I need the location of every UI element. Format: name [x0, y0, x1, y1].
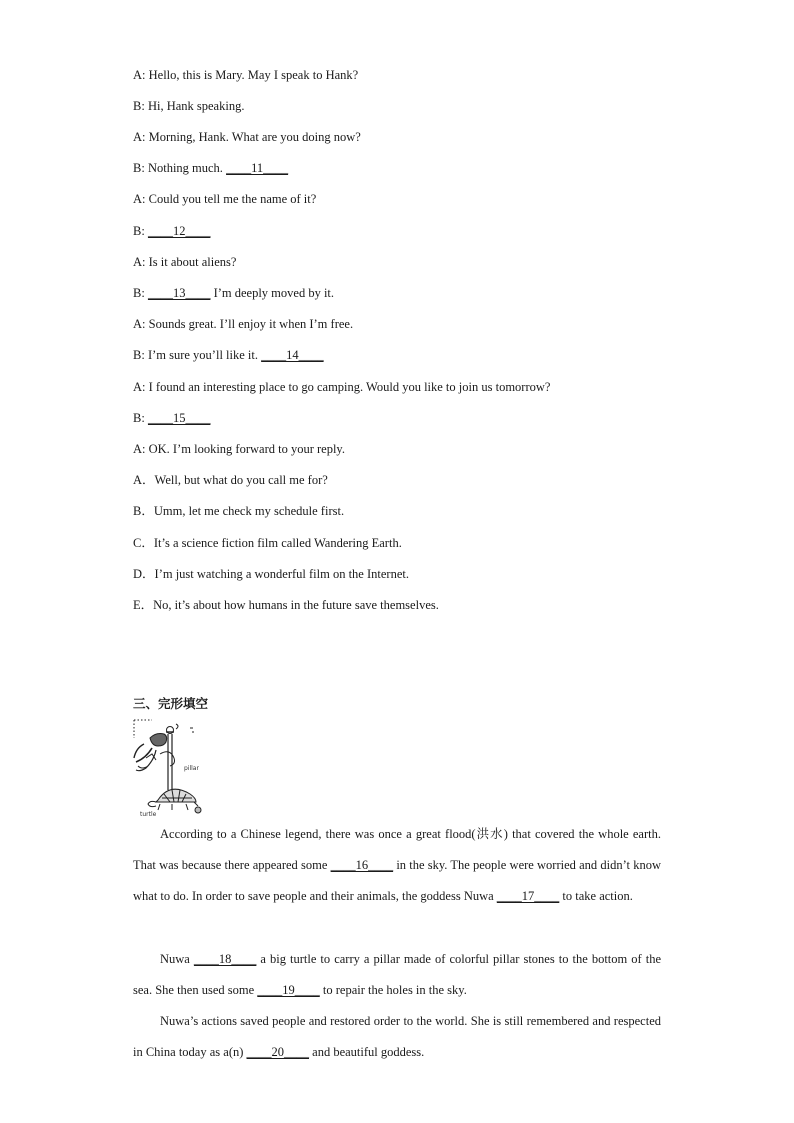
dialogue-text: Hello, this is Mary. May I speak to Hank?	[148, 68, 359, 82]
dialogue-line	[133, 285, 334, 301]
dialogue-line	[133, 410, 210, 426]
dialogue-line	[133, 254, 236, 270]
answer-blank-19: ____19____	[257, 983, 320, 997]
option-d	[133, 566, 409, 582]
answer-blank-17: ____17____	[496, 889, 560, 903]
dialogue-line	[133, 379, 550, 395]
dialogue-text: Morning, Hank. What are you doing now?	[148, 130, 361, 144]
passage-text: Nuwa	[160, 952, 194, 966]
answer-blank-20: ____20____	[246, 1045, 310, 1059]
option-a	[133, 472, 328, 488]
passage-paragraph-2	[133, 944, 661, 1006]
dialogue-text: I’m sure you’ll like it.	[147, 348, 262, 362]
speaker-label: B:	[133, 411, 145, 425]
speaker-label: A:	[133, 255, 146, 269]
speaker-label: B:	[133, 161, 145, 175]
passage-text: According to a Chinese legend, there was once a great flood(洪水) that covered the whole earth. That was because there appeared some	[133, 827, 661, 872]
answer-blank-14: ____14____	[261, 348, 324, 362]
option-letter: B．	[133, 504, 154, 518]
speaker-label: A:	[133, 317, 146, 331]
passage-text: to repair the holes in the sky.	[319, 983, 467, 997]
nuwa-turtle-drawing	[132, 718, 208, 818]
option-text: No, it’s about how humans in the future save themselves.	[153, 598, 439, 612]
answer-blank-15: ____15____	[147, 411, 211, 425]
passage-text: Nuwa’s actions saved people and restored order to the world. She is still remembered and respected in China today as a(n)	[133, 1014, 661, 1059]
dialogue-text: Hi, Hank speaking.	[147, 99, 245, 113]
answer-blank-18: ____18____	[193, 952, 257, 966]
dialogue-text: OK. I’m looking forward to your reply.	[148, 442, 345, 456]
passage-text: and beautiful goddess.	[309, 1045, 425, 1059]
speaker-label: A:	[133, 130, 146, 144]
option-c	[133, 535, 402, 551]
dialogue-text: I found an interesting place to go camping. Would you like to join us tomorrow?	[148, 380, 551, 394]
answer-blank-13: ____13____	[147, 286, 211, 300]
dialogue-line	[133, 67, 358, 83]
option-b	[133, 503, 344, 519]
dialogue-text: Could you tell me the name of it?	[148, 192, 317, 206]
dialogue-line	[133, 160, 288, 176]
speaker-label: B:	[133, 224, 145, 238]
dialogue-line	[133, 441, 345, 457]
answer-blank-16: ____16____	[330, 858, 394, 872]
passage-text: a big turtle to carry a pillar made of colorful pillar stones to the bottom of the sea. She then used some	[133, 952, 661, 997]
option-text: I’m just watching a wonderful film on the Internet.	[154, 567, 409, 581]
speaker-label: B:	[133, 286, 145, 300]
option-letter: C．	[133, 536, 154, 550]
nuwa-illustration	[132, 718, 208, 818]
pillar-label: pillar	[184, 765, 199, 772]
option-letter: E．	[133, 598, 154, 612]
option-e	[133, 597, 439, 613]
turtle-label: turtle	[140, 811, 157, 818]
dialogue-line	[133, 347, 324, 363]
speaker-label: A:	[133, 192, 146, 206]
dialogue-line	[133, 316, 353, 332]
section-title: 三、完形填空	[133, 696, 209, 711]
speaker-label: A:	[133, 442, 146, 456]
passage-paragraph-3	[133, 1006, 661, 1068]
dialogue-line	[133, 98, 244, 114]
option-text: Umm, let me check my schedule first.	[153, 504, 345, 518]
speaker-label: A:	[133, 380, 146, 394]
passage-paragraph-1	[133, 819, 661, 912]
answer-blank-11: ____11____	[226, 161, 289, 175]
option-letter: A．	[133, 473, 155, 487]
dialogue-text: I’m deeply moved by it.	[210, 286, 335, 300]
speaker-label: A:	[133, 68, 146, 82]
speaker-label: B:	[133, 99, 145, 113]
dialogue-text: Is it about aliens?	[148, 255, 237, 269]
passage-text: to take action.	[559, 889, 633, 903]
option-letter: D．	[133, 567, 155, 581]
passage-text: in the sky. The people were worried and didn’t know what to do. In order to save people and their animals, the goddess Nuwa	[133, 858, 661, 903]
dialogue-line	[133, 223, 210, 239]
dialogue-text: Nothing much.	[147, 161, 227, 175]
dialogue-line	[133, 191, 316, 207]
dialogue-line	[133, 129, 361, 145]
option-text: It’s a science fiction film called Wandering Earth.	[153, 536, 402, 550]
dialogue-text: Sounds great. I’ll enjoy it when I’m free.	[148, 317, 354, 331]
option-text: Well, but what do you call me for?	[154, 473, 328, 487]
speaker-label: B:	[133, 348, 145, 362]
answer-blank-12: ____12____	[147, 224, 211, 238]
